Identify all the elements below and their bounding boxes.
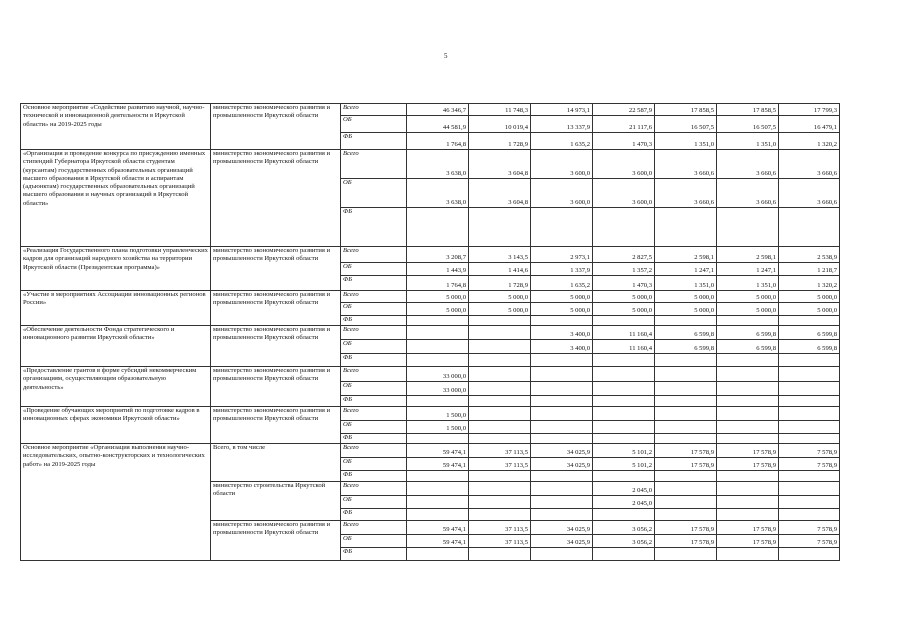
amount-cell: 5 000,0 <box>655 303 717 316</box>
amount-cell <box>655 548 717 561</box>
amount-cell: 5 101,2 <box>593 444 655 458</box>
amount-cell <box>407 396 469 407</box>
table-row <box>21 104 840 116</box>
amount-cell: 2 598,1 <box>717 247 779 263</box>
amount-cell: 17 578,9 <box>717 521 779 535</box>
amount-cell: 10 019,4 <box>469 116 531 133</box>
amount-cell: 2 973,1 <box>531 247 593 263</box>
amount-cell: 1 443,9 <box>407 263 469 276</box>
amount-cell: 34 025,9 <box>531 521 593 535</box>
amount-cell <box>531 316 593 326</box>
table-row <box>21 407 840 421</box>
funding-type-cell: ОБ <box>341 179 407 208</box>
amount-cell <box>531 434 593 444</box>
amount-cell <box>655 509 717 521</box>
amount-cell: 6 599,8 <box>779 340 840 354</box>
amount-cell <box>779 316 840 326</box>
amount-cell: 5 000,0 <box>469 291 531 303</box>
amount-cell <box>717 471 779 482</box>
amount-cell <box>779 421 840 434</box>
executor-cell: министерство экономического развития и промышленности Иркутской области <box>211 291 341 326</box>
amount-cell: 3 400,0 <box>531 326 593 340</box>
funding-type-cell: ФБ <box>341 548 407 561</box>
amount-cell: 37 113,5 <box>469 521 531 535</box>
amount-cell: 1 470,3 <box>593 276 655 291</box>
amount-cell: 5 000,0 <box>779 303 840 316</box>
amount-cell: 17 578,9 <box>717 535 779 548</box>
funding-type-cell: ОБ <box>341 263 407 276</box>
amount-cell: 34 025,9 <box>531 535 593 548</box>
amount-cell: 3 600,0 <box>531 179 593 208</box>
amount-cell <box>469 396 531 407</box>
amount-cell: 1 357,2 <box>593 263 655 276</box>
amount-cell <box>717 407 779 421</box>
amount-cell: 2 045,0 <box>593 496 655 509</box>
amount-cell <box>593 354 655 367</box>
amount-cell <box>779 367 840 382</box>
amount-cell: 59 474,1 <box>407 535 469 548</box>
amount-cell <box>469 382 531 396</box>
amount-cell: 1 414,6 <box>469 263 531 276</box>
funding-type-cell: ОБ <box>341 496 407 509</box>
amount-cell: 5 101,2 <box>593 458 655 471</box>
amount-cell: 17 799,3 <box>779 104 840 116</box>
amount-cell: 17 578,9 <box>717 458 779 471</box>
amount-cell: 5 000,0 <box>407 303 469 316</box>
amount-cell: 5 000,0 <box>779 291 840 303</box>
measure-name-cell: Основное мероприятие «Организация выполнения научно-исследовательских, опытно-конструкторских и технологических работ» на 2019-2025 годы <box>21 444 211 561</box>
executor-cell: министерство экономического развития и промышленности Иркутской области <box>211 521 341 561</box>
amount-cell <box>469 367 531 382</box>
amount-cell <box>531 354 593 367</box>
amount-cell <box>655 316 717 326</box>
funding-type-cell: ФБ <box>341 316 407 326</box>
amount-cell: 1 728,9 <box>469 276 531 291</box>
amount-cell: 16 479,1 <box>779 116 840 133</box>
amount-cell <box>779 354 840 367</box>
amount-cell <box>469 471 531 482</box>
amount-cell: 3 400,0 <box>531 340 593 354</box>
table-row <box>21 291 840 303</box>
table-row <box>21 326 840 340</box>
amount-cell <box>655 354 717 367</box>
amount-cell: 3 600,0 <box>531 150 593 179</box>
amount-cell <box>531 496 593 509</box>
amount-cell <box>779 482 840 496</box>
amount-cell: 17 578,9 <box>655 521 717 535</box>
amount-cell: 6 599,8 <box>779 326 840 340</box>
amount-cell: 59 474,1 <box>407 444 469 458</box>
amount-cell <box>593 316 655 326</box>
amount-cell <box>717 548 779 561</box>
funding-type-cell: ФБ <box>341 434 407 444</box>
amount-cell <box>469 509 531 521</box>
amount-cell <box>531 471 593 482</box>
amount-cell: 3 056,2 <box>593 521 655 535</box>
amount-cell <box>779 407 840 421</box>
amount-cell <box>593 471 655 482</box>
amount-cell: 37 113,5 <box>469 444 531 458</box>
amount-cell <box>655 367 717 382</box>
amount-cell <box>717 316 779 326</box>
amount-cell <box>655 208 717 247</box>
amount-cell <box>407 208 469 247</box>
amount-cell <box>655 471 717 482</box>
amount-cell <box>717 496 779 509</box>
amount-cell: 7 578,9 <box>779 458 840 471</box>
amount-cell <box>717 482 779 496</box>
amount-cell <box>655 496 717 509</box>
amount-cell: 14 973,1 <box>531 104 593 116</box>
amount-cell: 5 000,0 <box>717 291 779 303</box>
amount-cell: 5 000,0 <box>531 303 593 316</box>
table-row <box>21 444 840 458</box>
funding-type-cell: ОБ <box>341 303 407 316</box>
amount-cell: 17 858,5 <box>655 104 717 116</box>
amount-cell: 44 581,9 <box>407 116 469 133</box>
amount-cell: 1 247,1 <box>655 263 717 276</box>
amount-cell: 3 143,5 <box>469 247 531 263</box>
amount-cell: 33 000,0 <box>407 382 469 396</box>
funding-type-cell: Всего <box>341 326 407 340</box>
amount-cell <box>717 421 779 434</box>
funding-type-cell: ФБ <box>341 208 407 247</box>
budget-table <box>20 103 840 561</box>
amount-cell <box>593 208 655 247</box>
amount-cell: 37 113,5 <box>469 458 531 471</box>
amount-cell: 34 025,9 <box>531 444 593 458</box>
amount-cell <box>779 382 840 396</box>
amount-cell <box>407 326 469 340</box>
amount-cell: 5 000,0 <box>531 291 593 303</box>
table-body <box>21 104 840 561</box>
amount-cell <box>469 421 531 434</box>
amount-cell: 17 578,9 <box>655 458 717 471</box>
amount-cell: 46 346,7 <box>407 104 469 116</box>
amount-cell: 2 538,9 <box>779 247 840 263</box>
amount-cell <box>593 367 655 382</box>
amount-cell: 7 578,9 <box>779 444 840 458</box>
measure-name-cell: «Обеспечение деятельности Фонда стратегического и инновационного развития Иркутской области» <box>21 326 211 367</box>
amount-cell: 5 000,0 <box>407 291 469 303</box>
amount-cell <box>407 509 469 521</box>
funding-type-cell: ФБ <box>341 276 407 291</box>
amount-cell: 3 660,6 <box>779 150 840 179</box>
amount-cell: 1 728,9 <box>469 133 531 150</box>
amount-cell <box>407 496 469 509</box>
amount-cell: 1 337,9 <box>531 263 593 276</box>
amount-cell <box>469 548 531 561</box>
amount-cell <box>469 434 531 444</box>
executor-cell: министерство строительства Иркутской области <box>211 482 341 521</box>
funding-type-cell: Всего <box>341 367 407 382</box>
funding-type-cell: Всего <box>341 407 407 421</box>
amount-cell: 1 764,8 <box>407 276 469 291</box>
amount-cell: 11 160,4 <box>593 326 655 340</box>
amount-cell: 3 660,6 <box>717 150 779 179</box>
amount-cell <box>593 382 655 396</box>
amount-cell: 1 470,3 <box>593 133 655 150</box>
funding-type-cell: Всего <box>341 482 407 496</box>
amount-cell: 1 351,0 <box>717 133 779 150</box>
amount-cell: 5 000,0 <box>655 291 717 303</box>
amount-cell <box>531 382 593 396</box>
amount-cell: 1 351,0 <box>717 276 779 291</box>
amount-cell: 6 599,8 <box>655 326 717 340</box>
amount-cell: 3 660,6 <box>655 150 717 179</box>
amount-cell: 1 500,0 <box>407 407 469 421</box>
amount-cell: 3 600,0 <box>593 150 655 179</box>
amount-cell <box>717 208 779 247</box>
measure-name-cell: «Участие в мероприятиях Ассоциации инновационных регионов России» <box>21 291 211 326</box>
amount-cell: 5 000,0 <box>593 303 655 316</box>
amount-cell <box>531 208 593 247</box>
amount-cell: 11 160,4 <box>593 340 655 354</box>
executor-cell: Всего, в том числе <box>211 444 341 482</box>
funding-type-cell: ФБ <box>341 354 407 367</box>
amount-cell <box>407 471 469 482</box>
amount-cell <box>717 367 779 382</box>
measure-name-cell: «Реализация Государственного плана подготовки управленческих кадров для организаций народного хозяйства на территории Иркутской области (Президентская программа)» <box>21 247 211 291</box>
amount-cell <box>779 509 840 521</box>
amount-cell: 5 000,0 <box>469 303 531 316</box>
amount-cell <box>469 316 531 326</box>
amount-cell: 6 599,8 <box>717 326 779 340</box>
table-row <box>21 150 840 179</box>
funding-type-cell: Всего <box>341 247 407 263</box>
amount-cell: 5 000,0 <box>593 291 655 303</box>
funding-type-cell: ФБ <box>341 396 407 407</box>
amount-cell <box>469 340 531 354</box>
amount-cell: 17 858,5 <box>717 104 779 116</box>
amount-cell <box>717 354 779 367</box>
table-row <box>21 367 840 382</box>
amount-cell <box>717 434 779 444</box>
amount-cell <box>469 326 531 340</box>
amount-cell <box>593 548 655 561</box>
amount-cell: 3 660,6 <box>717 179 779 208</box>
amount-cell <box>407 548 469 561</box>
amount-cell <box>531 509 593 521</box>
measure-name-cell: «Проведение обучающих мероприятий по подготовке кадров в инновационных сферах экономики Иркутской области» <box>21 407 211 444</box>
amount-cell: 1 218,7 <box>779 263 840 276</box>
executor-cell: министерство экономического развития и промышленности Иркутской области <box>211 407 341 444</box>
executor-cell: министерство экономического развития и промышленности Иркутской области <box>211 326 341 367</box>
funding-type-cell: Всего <box>341 444 407 458</box>
amount-cell: 3 660,6 <box>655 179 717 208</box>
amount-cell: 21 117,6 <box>593 116 655 133</box>
funding-type-cell: ОБ <box>341 421 407 434</box>
amount-cell <box>779 548 840 561</box>
funding-type-cell: ОБ <box>341 535 407 548</box>
amount-cell: 22 587,9 <box>593 104 655 116</box>
amount-cell <box>779 471 840 482</box>
amount-cell <box>531 421 593 434</box>
amount-cell <box>717 382 779 396</box>
amount-cell: 13 337,9 <box>531 116 593 133</box>
amount-cell: 59 474,1 <box>407 458 469 471</box>
amount-cell <box>531 396 593 407</box>
amount-cell: 3 604,8 <box>469 179 531 208</box>
amount-cell: 2 827,5 <box>593 247 655 263</box>
amount-cell <box>469 496 531 509</box>
funding-type-cell: ОБ <box>341 458 407 471</box>
amount-cell: 2 045,0 <box>593 482 655 496</box>
executor-cell: министерство экономического развития и промышленности Иркутской области <box>211 367 341 407</box>
amount-cell <box>655 421 717 434</box>
funding-type-cell: Всего <box>341 104 407 116</box>
amount-cell: 3 600,0 <box>593 179 655 208</box>
amount-cell <box>531 367 593 382</box>
amount-cell <box>779 496 840 509</box>
measure-name-cell: «Организация и проведение конкурса по присуждению именных стипендий Губернатора Иркутской области студентам (курсантам) государственных образовательных организаций высшего образования в Иркутской области и аспирантам (адъюнктам) государственных образовательных организаций высшего образования и научных организаций в Иркутской области» <box>21 150 211 247</box>
amount-cell: 59 474,1 <box>407 521 469 535</box>
amount-cell <box>407 482 469 496</box>
amount-cell <box>593 434 655 444</box>
amount-cell: 1 635,2 <box>531 133 593 150</box>
amount-cell <box>779 208 840 247</box>
amount-cell <box>531 548 593 561</box>
funding-type-cell: ОБ <box>341 116 407 133</box>
amount-cell: 1 500,0 <box>407 421 469 434</box>
amount-cell <box>655 482 717 496</box>
amount-cell <box>593 421 655 434</box>
page-number: 5 <box>444 52 448 60</box>
amount-cell <box>655 382 717 396</box>
amount-cell: 2 598,1 <box>655 247 717 263</box>
amount-cell: 6 599,8 <box>717 340 779 354</box>
amount-cell <box>593 509 655 521</box>
executor-cell: министерство экономического развития и промышленности Иркутской области <box>211 150 341 247</box>
amount-cell <box>407 316 469 326</box>
amount-cell <box>779 396 840 407</box>
amount-cell: 34 025,9 <box>531 458 593 471</box>
amount-cell: 37 113,5 <box>469 535 531 548</box>
amount-cell <box>531 482 593 496</box>
amount-cell <box>593 396 655 407</box>
amount-cell <box>717 396 779 407</box>
amount-cell: 1 247,1 <box>717 263 779 276</box>
amount-cell <box>469 407 531 421</box>
amount-cell <box>407 434 469 444</box>
amount-cell: 6 599,8 <box>655 340 717 354</box>
amount-cell <box>531 407 593 421</box>
amount-cell <box>469 482 531 496</box>
funding-type-cell: Всего <box>341 521 407 535</box>
funding-type-cell: Всего <box>341 150 407 179</box>
amount-cell: 1 635,2 <box>531 276 593 291</box>
amount-cell: 3 638,0 <box>407 179 469 208</box>
amount-cell <box>655 434 717 444</box>
amount-cell: 3 660,6 <box>779 179 840 208</box>
amount-cell: 17 578,9 <box>655 535 717 548</box>
funding-type-cell: ОБ <box>341 382 407 396</box>
funding-type-cell: ФБ <box>341 509 407 521</box>
amount-cell: 3 638,0 <box>407 150 469 179</box>
amount-cell: 17 578,9 <box>717 444 779 458</box>
amount-cell: 1 351,0 <box>655 133 717 150</box>
amount-cell: 7 578,9 <box>779 521 840 535</box>
amount-cell: 16 507,5 <box>717 116 779 133</box>
amount-cell: 3 056,2 <box>593 535 655 548</box>
amount-cell: 3 208,7 <box>407 247 469 263</box>
amount-cell: 17 578,9 <box>655 444 717 458</box>
amount-cell <box>655 407 717 421</box>
executor-cell: министерство экономического развития и промышленности Иркутской области <box>211 104 341 150</box>
table-row <box>21 247 840 263</box>
amount-cell: 7 578,9 <box>779 535 840 548</box>
amount-cell: 3 604,8 <box>469 150 531 179</box>
amount-cell: 11 748,3 <box>469 104 531 116</box>
amount-cell: 1 764,8 <box>407 133 469 150</box>
amount-cell: 1 320,2 <box>779 276 840 291</box>
funding-type-cell: ОБ <box>341 340 407 354</box>
funding-type-cell: ФБ <box>341 133 407 150</box>
amount-cell: 5 000,0 <box>717 303 779 316</box>
measure-name-cell: «Предоставление грантов в форме субсидий некоммерческим организациям, осуществляющим образовательную деятельность» <box>21 367 211 407</box>
amount-cell <box>655 396 717 407</box>
amount-cell <box>407 354 469 367</box>
funding-type-cell: Всего <box>341 291 407 303</box>
amount-cell: 16 507,5 <box>655 116 717 133</box>
amount-cell: 33 000,0 <box>407 367 469 382</box>
amount-cell <box>469 354 531 367</box>
amount-cell <box>407 340 469 354</box>
funding-type-cell: ФБ <box>341 471 407 482</box>
amount-cell <box>469 208 531 247</box>
amount-cell <box>593 407 655 421</box>
amount-cell: 1 320,2 <box>779 133 840 150</box>
amount-cell <box>717 509 779 521</box>
amount-cell <box>779 434 840 444</box>
measure-name-cell: Основное мероприятие «Содействие развитию научной, научно-технической и инновационной деятельности в Иркутской области» на 2019-2025 годы <box>21 104 211 150</box>
executor-cell: министерство экономического развития и промышленности Иркутской области <box>211 247 341 291</box>
amount-cell: 1 351,0 <box>655 276 717 291</box>
